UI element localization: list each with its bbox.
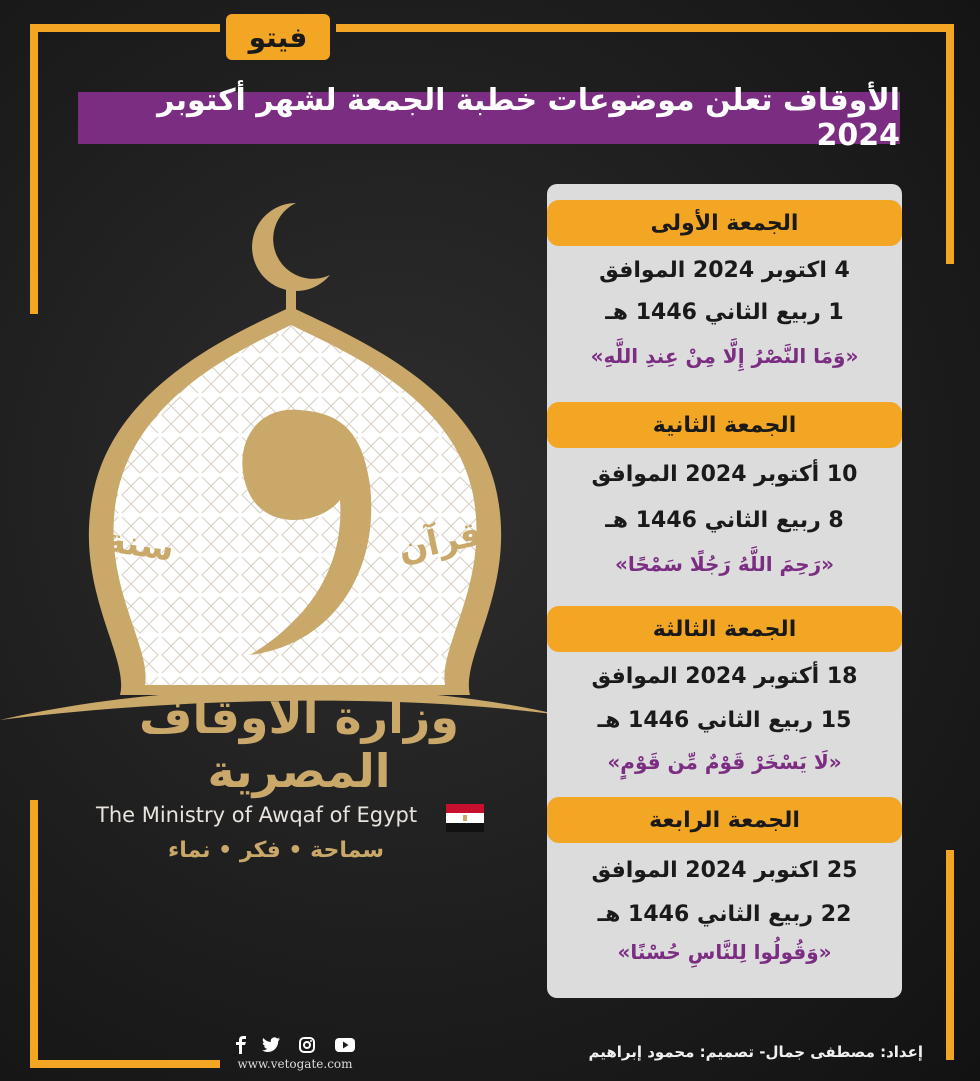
- awqaf-dome-logo: [0, 195, 560, 735]
- quran-word: قرآن: [394, 513, 486, 571]
- frame-top-line: [30, 24, 220, 32]
- week-heading: [547, 606, 902, 652]
- footer-credit: إعداد: مصطفى جمال- تصميم: محمود إبراهيم: [588, 1043, 923, 1061]
- brand-logo-text: فيتو: [248, 20, 308, 54]
- egypt-flag-icon: [446, 804, 484, 832]
- page-title-text: الأوقاف تعلن موضوعات خطبة الجمعة لشهر أكتوبر 2024: [157, 83, 900, 153]
- week-gregorian-date: 25 اكتوبر 2024 الموافق: [591, 858, 858, 883]
- ministry-arabic-name: وزارة الأوقاف المصرية: [139, 690, 459, 798]
- week-hijri-date: 1 ربيع الثاني 1446 هـ: [605, 300, 844, 325]
- facebook-icon[interactable]: [230, 1035, 252, 1055]
- frame-top-right-line: [336, 24, 954, 32]
- frame-right-line: [946, 24, 954, 264]
- week-topic: «وَقُولُوا لِلنَّاسِ حُسْنًا»: [617, 940, 832, 964]
- brand-logo: [226, 14, 330, 60]
- dome-spire: [286, 275, 296, 309]
- week-topic: «وَمَا النَّصْرُ إِلَّا مِنْ عِندِ اللَّهِ»: [590, 344, 859, 368]
- week-hijri-date: 8 ربيع الثاني 1446 هـ: [605, 508, 844, 533]
- ministry-motto: سماحة • فكر • نماء: [167, 838, 384, 863]
- week-hijri-date: 22 ربيع الثاني 1446 هـ: [597, 902, 852, 927]
- frame-bottom-left-line: [30, 1060, 220, 1068]
- week-heading-text: الجمعة الأولى: [650, 210, 799, 236]
- frame-left-bottom-line: [30, 800, 38, 1068]
- youtube-icon[interactable]: [334, 1035, 356, 1055]
- week-gregorian-date: 4 اكتوبر 2024 الموافق: [599, 258, 850, 283]
- week-gregorian-date: 10 أكتوبر 2024 الموافق: [591, 462, 858, 487]
- week-gregorian-date: 18 أكتوبر 2024 الموافق: [591, 664, 858, 689]
- frame-bottom-right-line: [946, 850, 954, 1060]
- instagram-icon[interactable]: [296, 1035, 318, 1055]
- sunna-word: سنة: [103, 520, 177, 570]
- page-title: [78, 83, 900, 153]
- week-heading: [547, 200, 902, 246]
- week-hijri-date: 15 ربيع الثاني 1446 هـ: [597, 708, 852, 733]
- week-heading-text: الجمعة الرابعة: [649, 807, 800, 833]
- ministry-english-name: The Ministry of Awqaf of Egypt: [96, 803, 418, 827]
- week-heading: [547, 797, 902, 843]
- week-heading-text: الجمعة الثانية: [652, 412, 797, 438]
- week-heading: [547, 402, 902, 448]
- week-topic: «لَا يَسْخَرْ قَوْمٌ مِّن قَوْمٍ»: [607, 750, 842, 774]
- week-topic: «رَحِمَ اللَّهُ رَجُلًا سَمْحًا»: [614, 552, 835, 576]
- week-heading-text: الجمعة الثالثة: [652, 616, 797, 642]
- twitter-icon[interactable]: [260, 1035, 282, 1055]
- website-url[interactable]: www.vetogate.com: [237, 1057, 353, 1071]
